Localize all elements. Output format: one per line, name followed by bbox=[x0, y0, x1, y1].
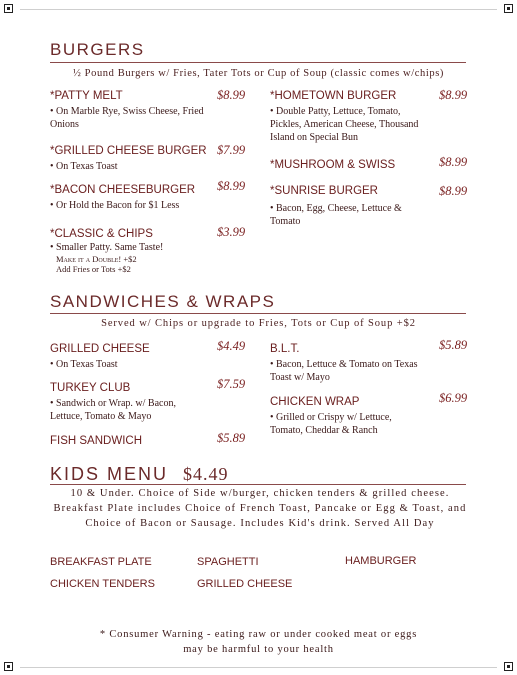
item-price: $8.99 bbox=[439, 184, 468, 198]
item-desc: • On Marble Rye, Swiss Cheese, Fried Onions bbox=[50, 106, 204, 130]
burgers-subtitle: ½ Pound Burgers w/ Fries, Tater Tots or Cup of Soup (classic comes w/chips) bbox=[72, 68, 445, 79]
menu-item-hometown-burger bbox=[270, 90, 435, 144]
item-price: $7.59 bbox=[217, 377, 246, 391]
kids-menu-price: $4.49 bbox=[183, 464, 229, 484]
kids-menu-label: KIDS MENU bbox=[50, 464, 169, 484]
page-top-rule bbox=[20, 9, 497, 10]
sandwiches-subtitle: Served w/ Chips or upgrade to Fries, Tots or Cup of Soup +$2 bbox=[101, 318, 416, 329]
item-desc: • Grilled or Crispy w/ Lettuce, Tomato, Cheddar & Ranch bbox=[270, 412, 392, 436]
item-name: *PATTY MELT bbox=[50, 90, 123, 102]
item-desc: • On Texas Toast bbox=[50, 161, 118, 172]
item-price: $4.49 bbox=[217, 339, 246, 353]
corner-marker-bottom-right bbox=[504, 662, 513, 671]
kids-menu-title bbox=[50, 464, 229, 485]
sandwiches-rule bbox=[50, 313, 466, 314]
menu-item-sunrise-burger bbox=[270, 185, 435, 228]
kids-item-breakfast-plate: BREAKFAST PLATE bbox=[50, 556, 152, 568]
corner-marker-top-left bbox=[4, 4, 13, 13]
item-price: $5.89 bbox=[439, 338, 468, 352]
item-desc: • Bacon, Egg, Cheese, Lettuce & Tomato bbox=[270, 203, 402, 227]
kids-menu-description: 10 & Under. Choice of Side w/burger, chicken tenders & grilled cheese. Breakfast Plate includes Choice of French Toast, Pancake or Egg & Toast, and Choice of Bacon or Sausage. Includes Kid's drink. Served All Day bbox=[53, 488, 467, 529]
consumer-warning-line-1: * Consumer Warning - eating raw or under cooked meat or eggs bbox=[99, 629, 418, 640]
item-price: $6.99 bbox=[439, 391, 468, 405]
item-name: *CLASSIC & CHIPS bbox=[50, 228, 153, 240]
item-name: *HOMETOWN BURGER bbox=[270, 90, 397, 102]
page-bottom-rule bbox=[20, 667, 497, 668]
item-name: CHICKEN WRAP bbox=[270, 396, 360, 408]
menu-item-chicken-wrap bbox=[270, 396, 435, 437]
item-price: $3.99 bbox=[217, 225, 246, 239]
burgers-rule bbox=[50, 62, 466, 63]
item-double-note: Make it a Double! +$2 bbox=[56, 254, 137, 264]
item-price: $8.99 bbox=[217, 179, 246, 193]
item-name: FISH SANDWICH bbox=[50, 435, 142, 447]
item-name: *BACON CHEESEBURGER bbox=[50, 184, 196, 196]
kids-item-spaghetti: SPAGHETTI bbox=[197, 556, 259, 568]
item-price: $5.89 bbox=[217, 431, 246, 445]
item-name: *MUSHROOM & SWISS bbox=[270, 159, 396, 171]
item-desc: • Bacon, Lettuce & Tomato on Texas Toast w/ Mayo bbox=[270, 359, 418, 383]
item-name: GRILLED CHEESE bbox=[50, 343, 150, 355]
kids-item-hamburger: HAMBURGER bbox=[345, 555, 417, 567]
item-desc: • Or Hold the Bacon for $1 Less bbox=[50, 200, 180, 211]
kids-menu-rule bbox=[50, 484, 466, 485]
sandwiches-title: SANDWICHES & WRAPS bbox=[50, 292, 276, 311]
item-price: $8.99 bbox=[439, 88, 468, 102]
kids-item-chicken-tenders: CHICKEN TENDERS bbox=[50, 578, 155, 590]
item-desc: • Double Patty, Lettuce, Tomato, Pickles, American Cheese, Thousand Island on Special Bun bbox=[270, 106, 419, 143]
menu-item-mushroom-swiss bbox=[270, 159, 435, 171]
item-desc: • Sandwich or Wrap. w/ Bacon, Lettuce, Tomato & Mayo bbox=[50, 398, 176, 422]
item-price: $8.99 bbox=[217, 88, 246, 102]
item-sides-note: Add Fries or Tots +$2 bbox=[56, 264, 131, 274]
menu-item-blt bbox=[270, 343, 435, 384]
kids-item-grilled-cheese: GRILLED CHEESE bbox=[197, 578, 293, 590]
item-name: *SUNRISE BURGER bbox=[270, 185, 378, 197]
item-desc: • Smaller Patty. Same Taste! bbox=[50, 242, 164, 253]
corner-marker-bottom-left bbox=[4, 662, 13, 671]
item-name: *GRILLED CHEESE BURGER bbox=[50, 145, 207, 157]
consumer-warning bbox=[40, 627, 477, 657]
item-price: $7.99 bbox=[217, 143, 246, 157]
item-desc: • On Texas Toast bbox=[50, 359, 118, 370]
corner-marker-top-right bbox=[504, 4, 513, 13]
item-name: B.L.T. bbox=[270, 343, 300, 355]
item-name: TURKEY CLUB bbox=[50, 382, 131, 394]
item-price: $8.99 bbox=[439, 155, 468, 169]
burgers-title: BURGERS bbox=[50, 40, 145, 59]
consumer-warning-line-2: may be harmful to your health bbox=[183, 644, 334, 655]
